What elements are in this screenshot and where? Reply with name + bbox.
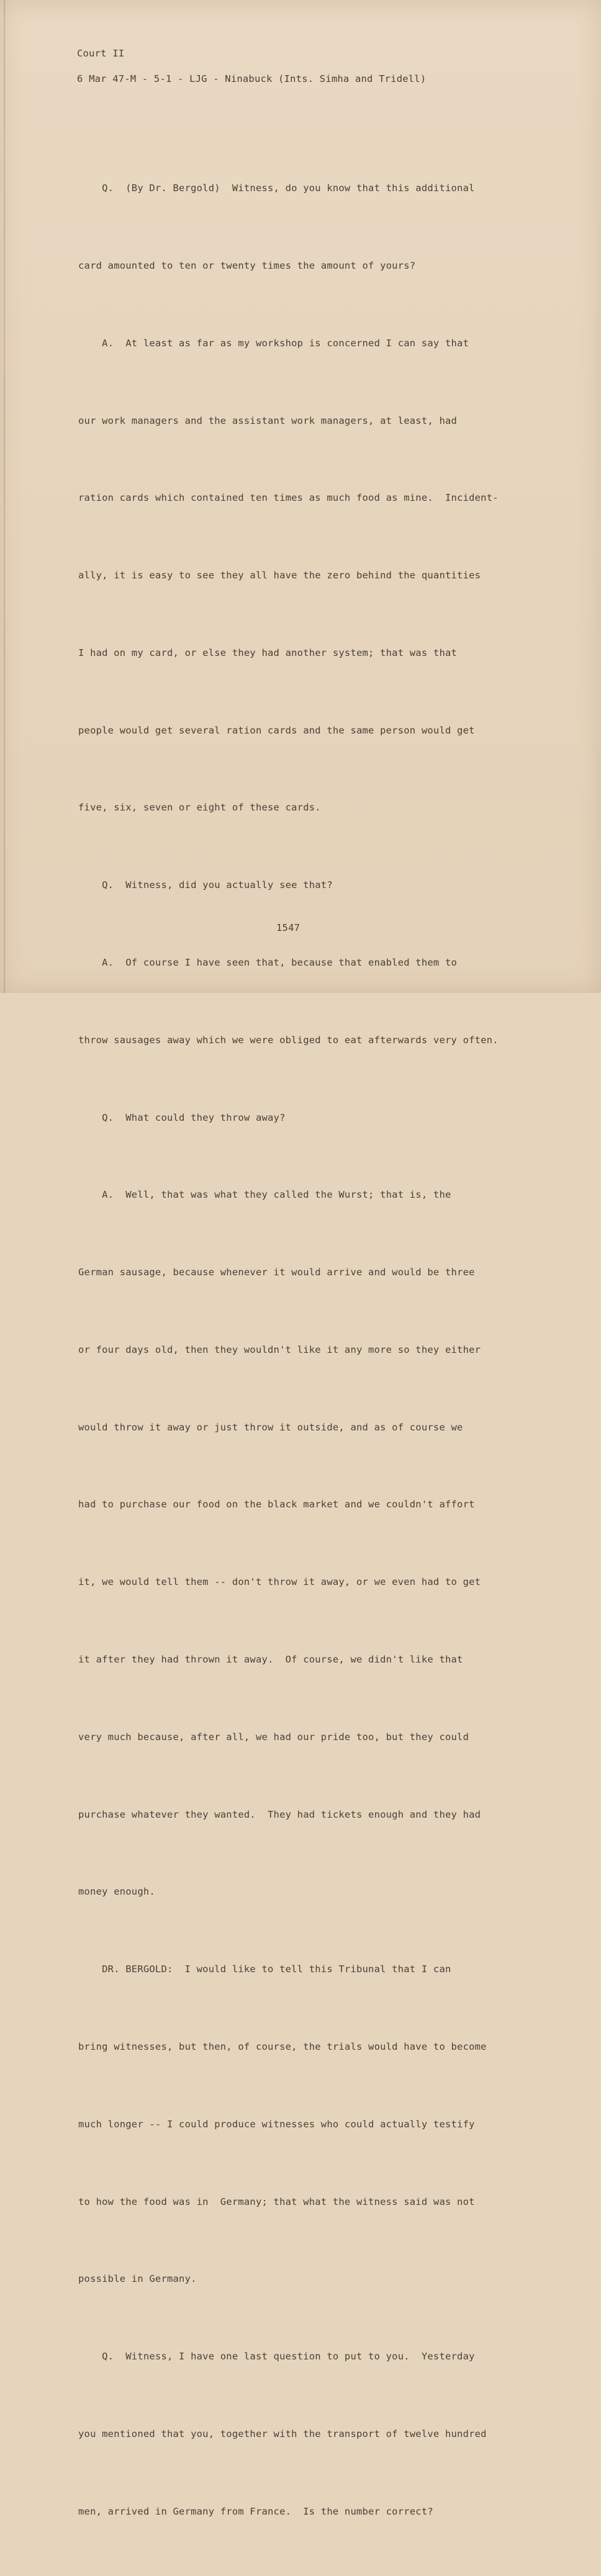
transcript-line: would throw it away or just throw it outside, and as of course we [78,1421,463,1433]
transcript-line: throw sausages away which we were obliged to eat afterwards very often. [78,1034,499,1046]
transcript-line: ally, it is easy to see they all have the zero behind the quantities [78,570,481,581]
transcript-line: bring witnesses, but then, of course, the trials would have to become [78,2040,487,2052]
transcript-line: it after they had thrown it away. Of course, we didn't like that [78,1654,463,1666]
transcript-line: Q. Witness, did you actually see that? [78,879,333,891]
transcript-line: men, arrived in Germany from France. Is the number correct? [78,2505,433,2517]
transcript-line: Q. What could they throw away? [78,1111,286,1123]
transcript-line: very much because, after all, we had our pride too, but they could [78,1731,469,1743]
transcript-line: our work managers and the assistant work managers, at least, had [78,415,458,426]
transcript-line: people would get several ration cards and the same person would get [78,724,475,736]
transcript-line: A. Of course I have seen that, because that enabled them to [78,957,458,968]
transcript-line: five, six, seven or eight of these cards. [78,802,321,814]
transcript-line: had to purchase our food on the black market and we couldn't affort [78,1499,475,1510]
page-number: 1547 [276,922,300,933]
transcript-line: German sausage, because whenever it would arrive and would be three [78,1267,475,1278]
transcript-line: card amounted to ten or twenty times the amount of yours? [78,259,416,271]
transcript-line: or four days old, then they wouldn't like it any more so they either [78,1344,481,1355]
transcript-body [78,124,499,2576]
transcript-line: to how the food was in Germany; that what the witness said was not [78,2196,475,2207]
court-label: Court II [77,48,125,59]
transcript-line: money enough. [78,1886,155,1898]
session-line: 6 Mar 47-M - 5-1 - LJG - Ninabuck (Ints. Simha and Tridell) [77,73,427,84]
torn-left-edge [4,0,6,993]
transcript-line: much longer -- I could produce witnesses who could actually testify [78,2118,475,2130]
transcript-line: purchase whatever they wanted. They had tickets enough and they had [78,1808,481,1820]
transcript-line: A. At least as far as my workshop is concerned I can say that [78,337,469,349]
transcript-line: A. Well, that was what they called the Wurst; that is, the [78,1189,451,1201]
transcript-line: I had on my card, or else they had another system; that was that [78,647,458,658]
transcript-line: DR. BERGOLD: I would like to tell this Tribunal that I can [78,1963,451,1975]
transcript-line: Q. Witness, I have one last question to put to you. Yesterday [78,2351,475,2363]
transcript-line: Q. (By Dr. Bergold) Witness, do you know that this additional [78,182,475,194]
transcript-line: you mentioned that you, together with the transport of twelve hundred [78,2428,487,2439]
transcript-line: it, we would tell them -- don't throw it away, or we even had to get [78,1576,481,1588]
transcript-line: ration cards which contained ten times as much food as mine. Incident- [78,492,499,504]
transcript-line: possible in Germany. [78,2273,197,2285]
